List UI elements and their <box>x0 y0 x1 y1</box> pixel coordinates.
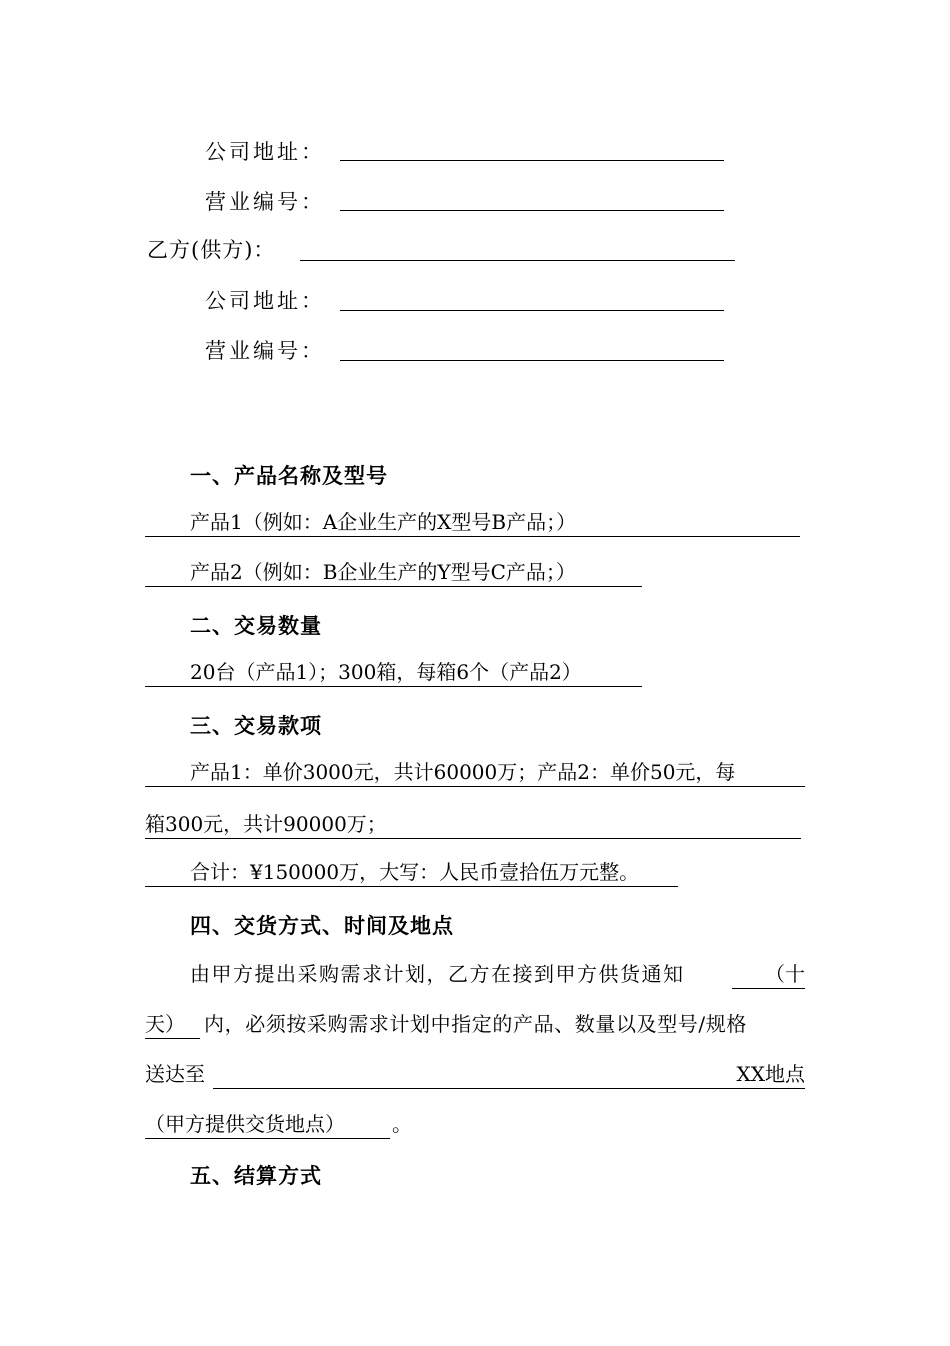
payment-line-2: 箱300元，共计90000万； <box>145 812 387 836</box>
section-1-line-2 <box>145 558 642 587</box>
party-b-name-field[interactable] <box>300 240 735 261</box>
product-1-text: 产品1（例如：A企业生产的X型号B产品；） <box>190 510 577 534</box>
product-2-text: 产品2（例如：B企业生产的Y型号C产品；） <box>190 560 576 584</box>
section-3-line-2 <box>145 810 801 839</box>
delivery-days-field-a[interactable] <box>732 960 805 989</box>
section-3-line-1 <box>145 758 805 787</box>
party-a-license-label: 营业编号： <box>205 190 325 214</box>
party-a-license-field[interactable] <box>340 190 724 211</box>
party-b-license-label: 营业编号： <box>205 339 325 363</box>
section-2-line-1 <box>145 658 642 687</box>
delivery-location-field[interactable] <box>213 1060 805 1089</box>
party-b-title: 乙方(供方)： <box>147 238 276 262</box>
delivery-days-open: （十 <box>765 962 805 986</box>
section-1-heading: 一、产品名称及型号 <box>190 463 388 488</box>
party-b-address-label: 公司地址： <box>205 289 325 313</box>
payment-total: 合计：¥150000万，大写：人民币壹拾伍万元整。 <box>190 860 640 884</box>
party-b-address-field[interactable] <box>340 290 724 311</box>
section-1-line-1 <box>145 508 800 537</box>
section-3-line-3 <box>145 858 678 887</box>
section-4-heading: 四、交货方式、时间及地点 <box>190 913 454 938</box>
delivery-days-field-b[interactable] <box>145 1010 200 1039</box>
delivery-line-3-label: 送达至 <box>145 1062 205 1086</box>
party-a-address-field[interactable] <box>340 140 724 161</box>
party-a-address-label: 公司地址： <box>205 140 325 164</box>
payment-line-1: 产品1：单价3000元，共计60000万；产品2：单价50元，每 <box>190 760 736 784</box>
delivery-line-1-text: 由甲方提出采购需求计划，乙方在接到甲方供货通知 <box>190 962 685 986</box>
quantity-text: 20台（产品1）；300箱，每箱6个（产品2） <box>190 660 582 684</box>
delivery-period: 。 <box>392 1112 412 1136</box>
section-5-heading: 五、结算方式 <box>190 1163 322 1188</box>
section-3-heading: 三、交易款项 <box>190 713 322 738</box>
section-2-heading: 二、交易数量 <box>190 613 322 638</box>
delivery-days-close: 天） <box>145 1012 185 1036</box>
delivery-line-2-text: 内，必须按采购需求计划中指定的产品、数量以及型号/规格 <box>204 1012 747 1036</box>
delivery-location-value: XX地点 <box>736 1062 805 1086</box>
delivery-location-note-field[interactable] <box>145 1110 390 1139</box>
delivery-location-note: （甲方提供交货地点） <box>145 1112 345 1136</box>
party-b-license-field[interactable] <box>340 340 724 361</box>
